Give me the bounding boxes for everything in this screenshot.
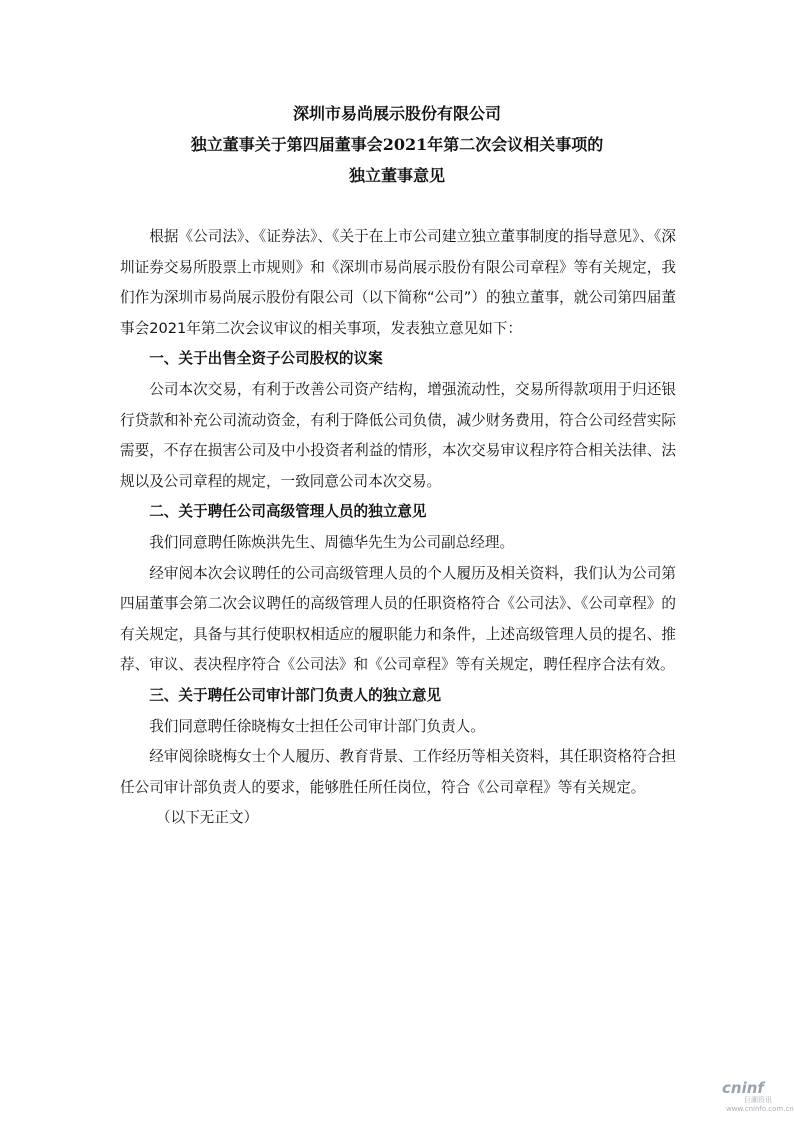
- closing-note: （以下无正文）: [156, 809, 259, 827]
- section-2-paragraph-2: 经审阅本次会议聘任的公司高级管理人员的个人履历及相关资料，我们认为公司第四届董事会第二次会议聘任的高级管理人员的任职资格符合《公司法》、《公司章程》的有关规定，具备与其行使职权相适应的履职能力和条件，上述高级管理人员的提名、推荐、审议、表决程序符合《公司法》和《公司章程》等有关规定，聘任程序合法有效。: [120, 564, 676, 674]
- section-3-paragraph-1: 我们同意聘任徐晓梅女士担任公司审计部门负责人。: [149, 717, 485, 735]
- cninfo-url: www.cninfo.com.cn: [726, 1105, 794, 1113]
- section-heading-2: 二、关于聘任公司高级管理人员的独立意见: [149, 503, 427, 521]
- intro-paragraph: 根据《公司法》、《证券法》、《关于在上市公司建立独立董事制度的指导意见》、《深圳证券交易所股票上市规则》和《深圳市易尚展示股份有限公司章程》等有关规定，我们作为深圳市易尚展示股份有限公司（以下简称“公司”）的独立董事，就公司第四届董事会2021年第二次会议审议的相关事项，发表独立意见如下：: [120, 228, 676, 337]
- section-heading-3: 三、关于聘任公司审计部门负责人的独立意见: [149, 686, 442, 704]
- section-2-paragraph-1: 我们同意聘任陈焕洪先生、周德华先生为公司副总经理。: [149, 533, 515, 551]
- section-3-paragraph-2: 经审阅徐晓梅女士个人履历、教育背景、工作经历等相关资料，其任职资格符合担任公司审计部负责人的要求，能够胜任所任岗位，符合《公司章程》等有关规定。: [120, 748, 676, 796]
- document-title: [0, 98, 794, 191]
- cninfo-logo: cninf: [722, 1079, 764, 1097]
- company-name: 深圳市易尚展示股份有限公司: [292, 104, 501, 123]
- section-1-paragraph-1: 公司本次交易，有利于改善公司资产结构，增强流动性，交易所得款项用于归还银行贷款和补充公司流动资金，有利于降低公司负债，减少财务费用，符合公司经营实际需要，不存在损害公司及中小投资者利益的情形，本次交易审议程序符合相关法律、法规以及公司章程的规定，一致同意公司本次交易。: [120, 380, 676, 490]
- title-type: 独立董事意见: [348, 166, 445, 185]
- cninfo-name: 巨潮资讯: [744, 1096, 772, 1104]
- cninfo-watermark: [722, 1080, 792, 1116]
- title-subject: 独立董事关于第四届董事会2021年第二次会议相关事项的: [190, 135, 604, 154]
- document-body: [120, 222, 676, 834]
- section-heading-1: 一、关于出售全资子公司股权的议案: [149, 350, 383, 368]
